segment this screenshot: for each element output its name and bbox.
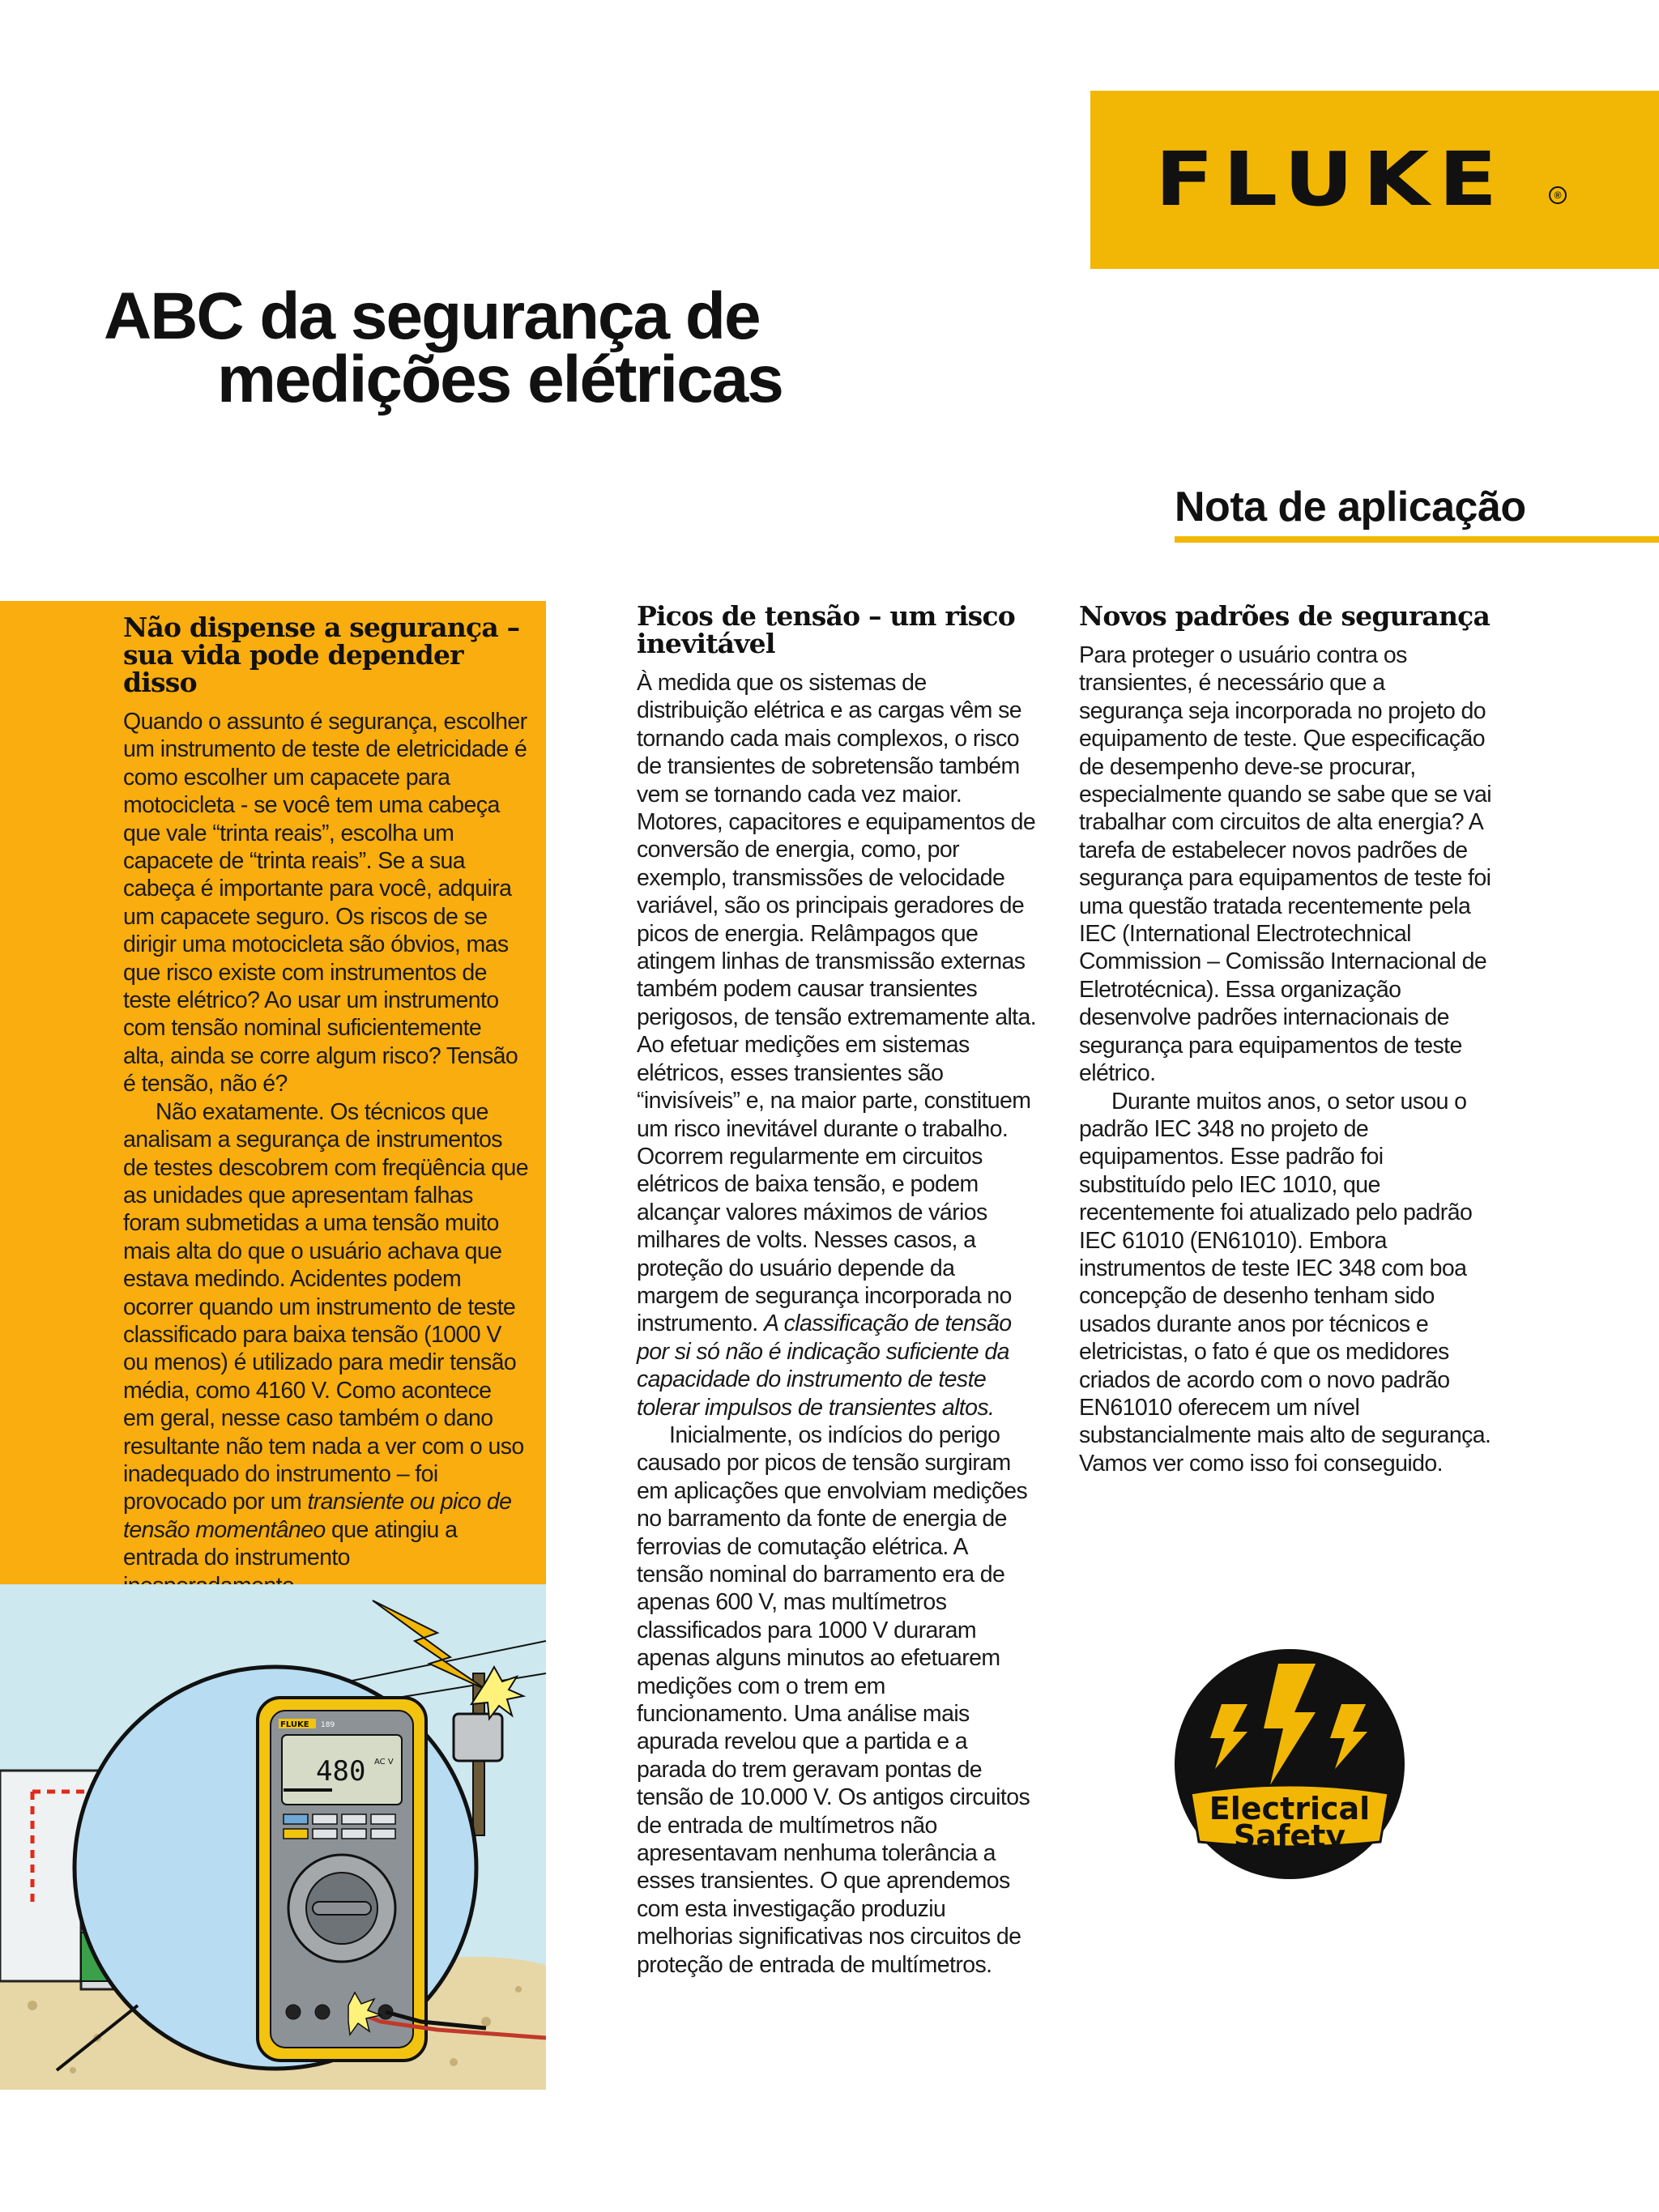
badge-line-2: Safety — [1233, 1818, 1346, 1854]
title-line-2: medições elétricas — [217, 343, 783, 416]
col2-p2-text: Inicialmente, os indícios do perigo causado por picos de tensão surgiram em aplicações que envolviam medições no barramento da fonte de energia de ferrovias de comutação elétrica. A tensão nominal do barramento era de apenas 600 V, mas multímetros classificados para 1000 V duraram apenas alguns minutos ao efetuarem medições com o trem em funcionamento. Uma análise mais apurada revelou que a partida e a parada do trem geravam pontas de tensão de 10.000 V. Os antigos circuitos de entrada de multímetros não apresentavam nenhuma tolerância a esses transientes. O que aprendemos com esta investigação produziu melhorias significativas nos circuitos de proteção de entrada de multímetros. — [637, 1421, 1030, 1978]
title-line-1: ABC da segurança de — [104, 279, 760, 353]
brand-logo: FLUKE — [1155, 136, 1507, 223]
col3-heading: Novos padrões de segurança — [1079, 600, 1491, 632]
column-3 — [1079, 600, 1492, 1477]
col2-paragraph-2 — [637, 1421, 1037, 1979]
col1-paragraph-1: Quando o assunto é segurança, escolher um instrumento de teste de eletricidade é como escolher um capacete para motocicleta - se você tem uma cabeça que vale “trinta reais”, escolha um capacete de “trinta reais”. Se a sua cabeça é importante para você, adquira um capacete seguro. Os riscos de se dirigir uma motocicleta são óbvios, mas que risco existe com instrumentos de teste elétrico? Ao usar um instrumento com tensão nominal suficientemente alta, ainda se corre algum risco? Tensão é tensão, não é? — [123, 709, 527, 1097]
col3-paragraph-1: Para proteger o usuário contra os transientes, é necessário que a segurança seja incorporada no projeto do equipamento de teste. Que especificação de desempenho deve-se procurar, especialmente quando se sabe que se vai trabalhar com circuitos de alta energia? A tarefa de estabelecer novos padrões de segurança para equipamentos de teste foi uma questão tratada recentemente pela IEC (International Electrotechnical Commission – Comissão Internacional de Eletrotécnica). Essa organização desenvolve padrões internacionais de segurança para equipamentos de teste elétrico. — [1079, 642, 1491, 1087]
multimeter-illustration — [0, 1584, 546, 2090]
page-title — [104, 279, 946, 416]
meter-brand: FLUKE — [280, 1720, 309, 1729]
brand-logo-box — [1090, 91, 1659, 269]
col3-paragraph-2 — [1079, 1088, 1492, 1478]
badge-line-1: Electrical — [1209, 1791, 1371, 1826]
column-1 — [123, 614, 528, 1600]
meter-display-unit: AC V — [374, 1758, 394, 1767]
column-2 — [637, 600, 1037, 1979]
registered-mark: ® — [1549, 186, 1567, 204]
col1-p2-text: Não exatamente. Os técnicos que analisam a segurança de instrumentos de testes descobrem com freqüência que as unidades que apresentam falhas foram submetidas a uma tensão muito mais alta do que o usuário achava que estava medindo. Acidentes podem ocorrer quando um instrumento de teste classificado para baixa tensão (1000 V ou menos) é utilizado para medir tensão média, como 4160 V. Como acontece em geral, nesse caso também o dano resultante não tem nada a ver com o uso inadequado do instrumento – foi provocado por um — [123, 1098, 528, 1515]
col1-p2-italic: transiente ou pico de tensão momentâneo — [123, 1489, 512, 1543]
electrical-safety-badge — [1173, 1647, 1406, 1881]
col1-p2-end: que atingiu a entrada do instrumento — [123, 1516, 458, 1571]
col1-paragraph-2 — [123, 1098, 528, 1600]
meter-model: 189 — [321, 1721, 335, 1729]
meter-display-value: 480 — [316, 1755, 366, 1788]
col2-p1-italic: A classificação de tensão por si só não é indicação suficiente da capacidade do instrumento de teste tolerar impulsos de transientes altos. — [637, 1311, 1012, 1421]
col2-paragraph-1 — [637, 669, 1037, 1421]
col3-p2-text: Durante muitos anos, o setor usou o padrão IEC 348 no projeto de equipamentos. Esse padrão foi substituído pelo IEC 1010, que recentemente foi atualizado pelo padrão IEC 61010 (EN61010). Embora instrumentos de teste IEC 348 com boa concepção de desenho tenham sido usados durante anos por técnicos e eletricistas, o fato é que os medidores criados de acordo com o novo padrão EN61010 oferecem um nível substancialmente mais alto de segurança. Vamos ver como isso foi conseguido. — [1079, 1088, 1491, 1477]
subtitle-rule — [1175, 536, 1659, 543]
col2-p1-text: À medida que os sistemas de distribuição elétrica e as cargas vêm se tornando cada mais complexos, o risco de transientes de sobretensão também vem se tornando cada vez maior. Motores, capacitores e equipamentos de conversão de energia, como, por exemplo, transmissões de velocidade variável, são os principais geradores de picos de energia. Relâmpagos que atingem linhas de transmissão externas também podem causar transientes perigosos, de tensão extremamente alta. Ao efetuar medições em sistemas elétricos, esses transientes são “invisíveis” e, na maior parte, constituem um risco inevitável durante o trabalho. Ocorrem regularmente em circuitos elétricos de baixa tensão, e podem alcançar valores máximos de vários milhares de volts. Nesses casos, a proteção do usuário depende da margem de segurança incorporada no instrumento. — [637, 670, 1037, 1337]
col2-heading: Picos de tensão – um risco inevitável — [637, 600, 1015, 659]
document-type: Nota de aplicação — [1175, 484, 1526, 531]
col1-heading: Não dispense a segurança – sua vida pode depender disso — [123, 612, 520, 698]
